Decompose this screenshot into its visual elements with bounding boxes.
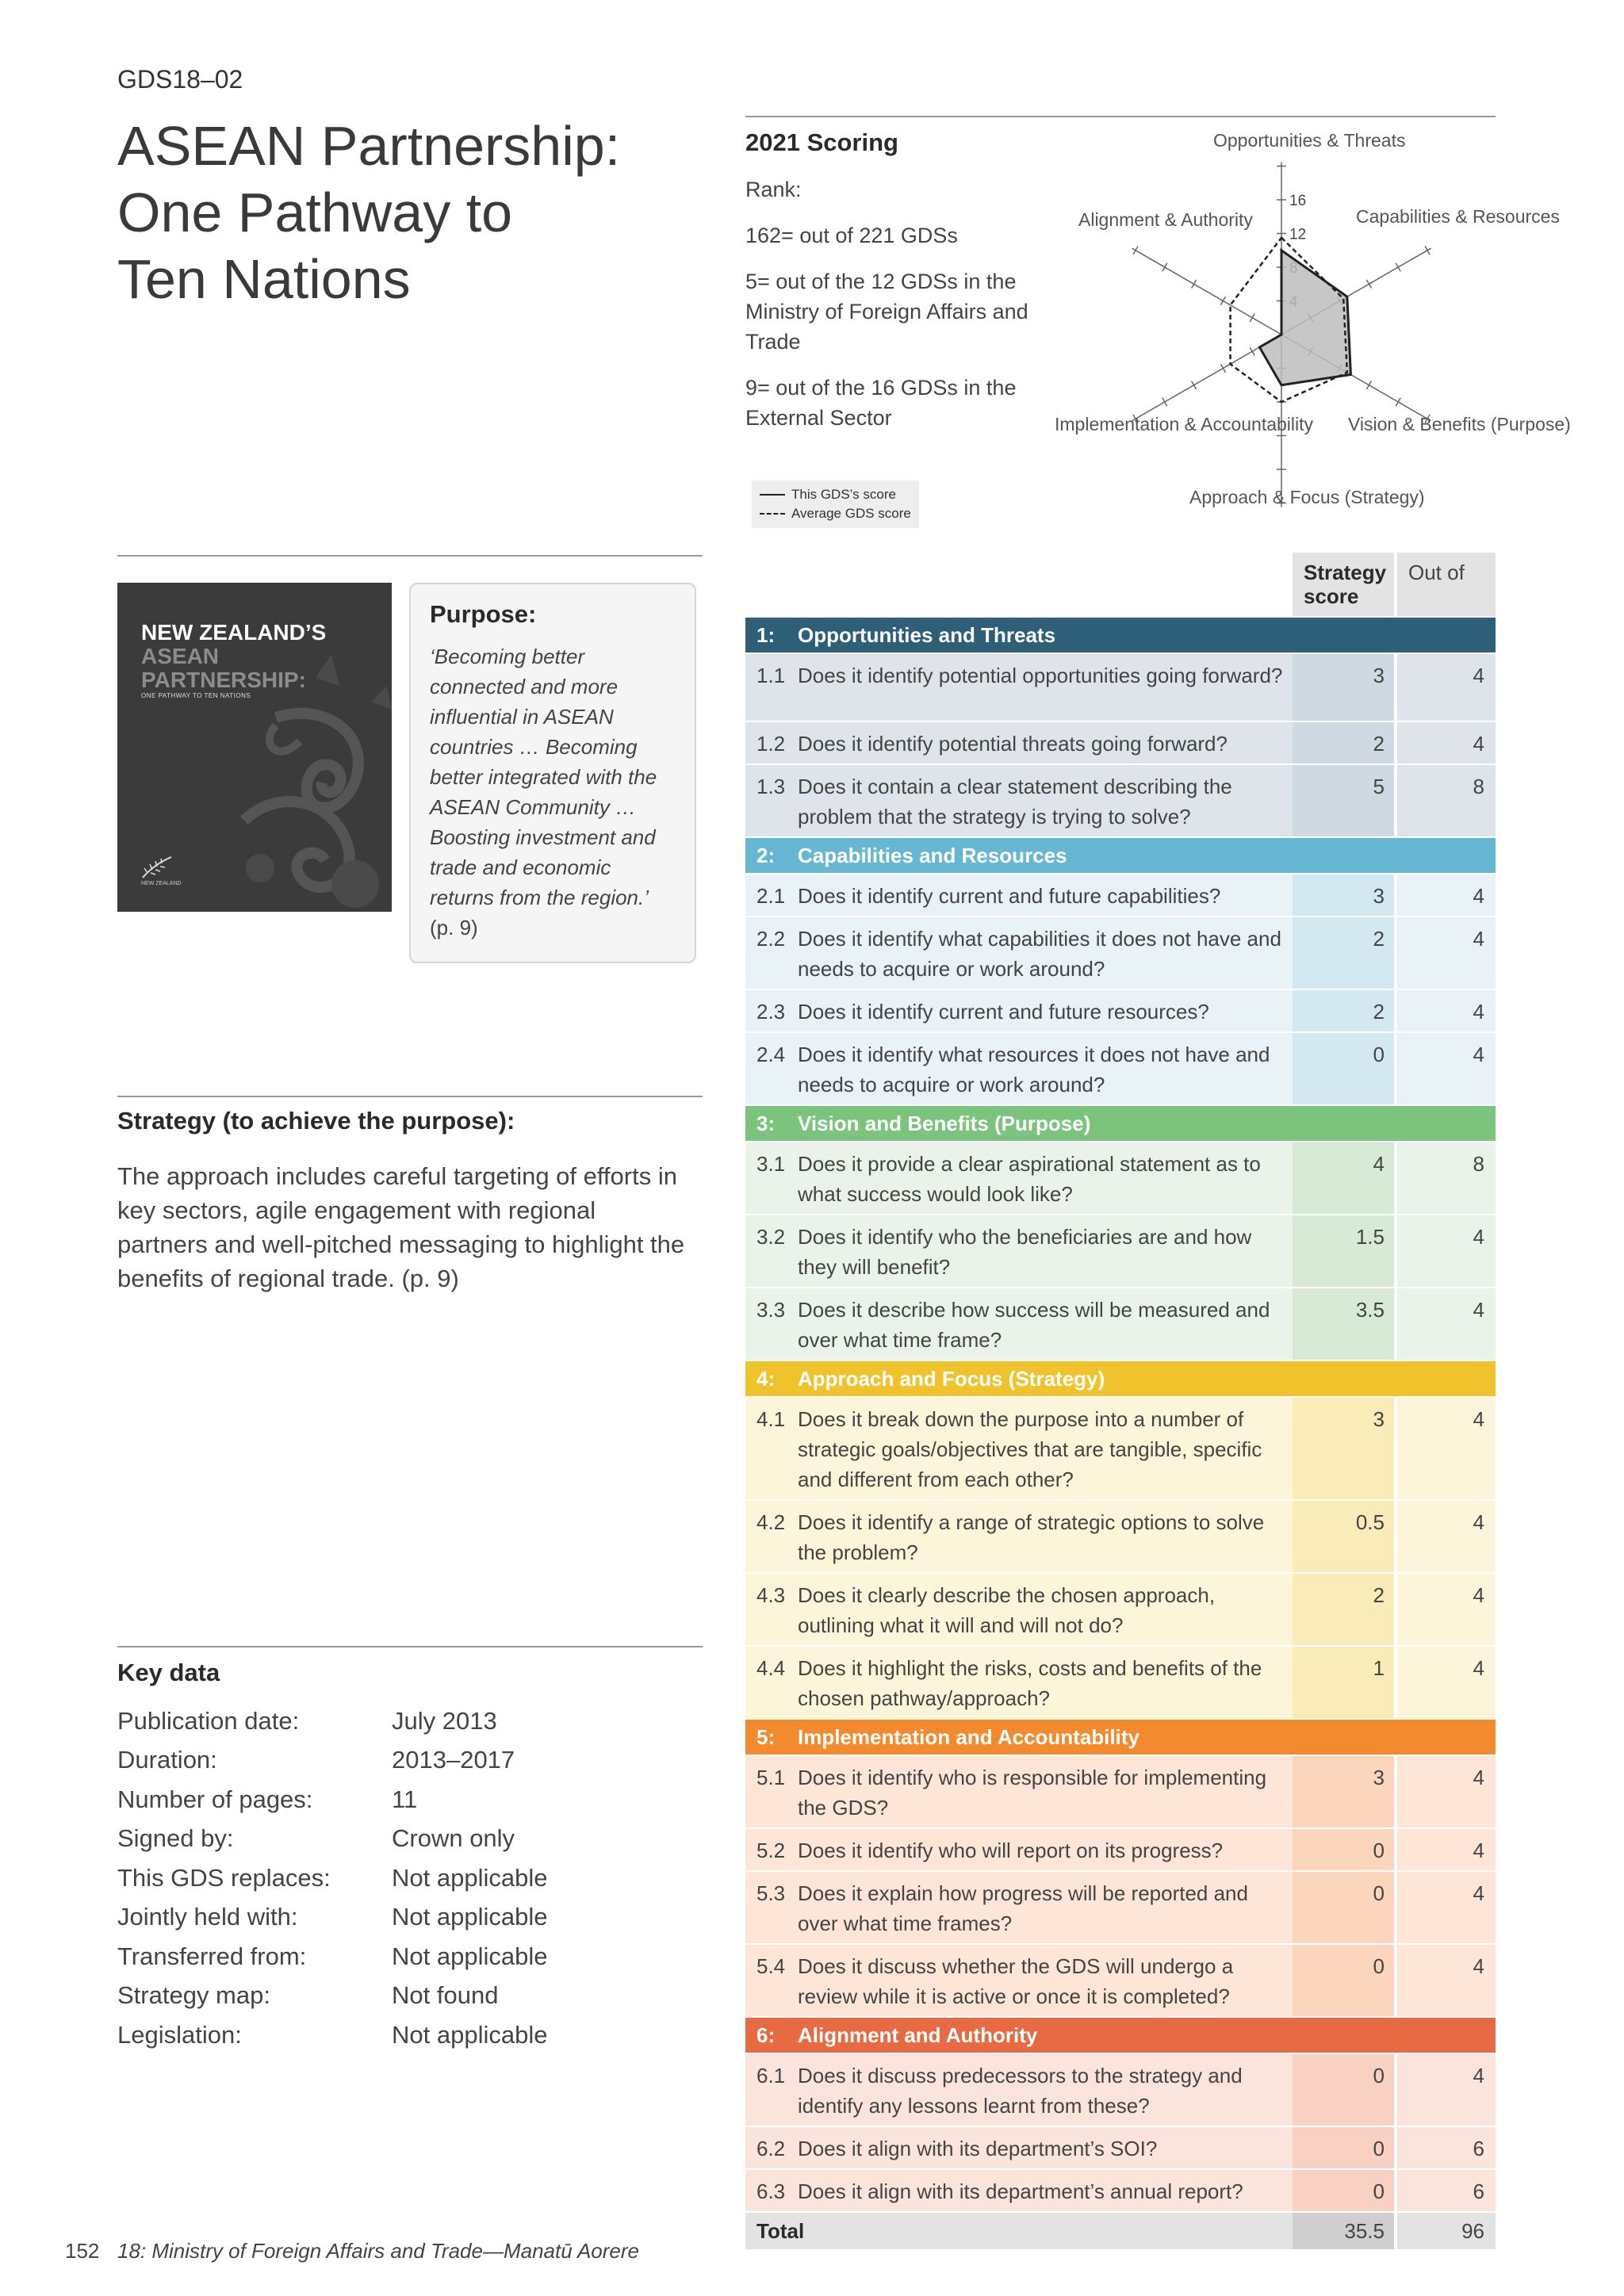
key-data-value: July 2013 — [392, 1706, 497, 1735]
out-of-value: 8 — [1397, 765, 1496, 836]
question-number: 5.2 — [745, 1829, 798, 1870]
out-of-value: 4 — [1397, 917, 1496, 989]
question-text: Does it discuss predecessors to the strategy and identify any lessons learnt from these? — [798, 2054, 1293, 2126]
question-text: Does it identify who is responsible for implementing the GDS? — [798, 1756, 1293, 1827]
question-number: 2.1 — [745, 874, 798, 916]
question-number: 4.2 — [745, 1501, 798, 1572]
question-text: Does it describe how success will be measured and over what time frame? — [798, 1288, 1293, 1360]
question-text: Does it identify who will report on its progress? — [798, 1829, 1293, 1870]
strategy-score: 0 — [1293, 1033, 1394, 1104]
out-of-value: 4 — [1397, 1945, 1496, 2016]
table-row — [745, 1142, 1496, 1214]
question-text: Does it explain how progress will be reported and over what time frames? — [798, 1872, 1293, 1943]
key-data-value: Not applicable — [392, 1863, 548, 1892]
strategy-score: 1.5 — [1293, 1215, 1394, 1287]
out-of-value: 8 — [1397, 1142, 1496, 1214]
question-text: Does it contain a clear statement describing the problem that the strategy is trying to solve? — [798, 765, 1293, 836]
section-number: 5: — [756, 1724, 776, 1749]
strategy-score: 2 — [1293, 990, 1394, 1031]
key-data-list — [117, 1701, 593, 2055]
question-number: 5.3 — [745, 1872, 798, 1943]
radar-tick — [1396, 263, 1400, 271]
total-out-of: 96 — [1397, 2213, 1496, 2249]
table-row — [745, 1829, 1496, 1870]
section-title: Alignment and Authority — [798, 2022, 1038, 2047]
divider — [117, 1096, 703, 1097]
scoring-table — [745, 553, 1496, 2249]
legend-average: Average GDS score — [791, 506, 911, 521]
question-number: 1.2 — [745, 722, 798, 763]
key-data-heading: Key data — [117, 1659, 220, 1686]
strategy-score: 0.5 — [1293, 1501, 1394, 1572]
fern-logo-icon — [141, 855, 173, 879]
table-body — [745, 618, 1496, 2211]
table-row — [745, 722, 1496, 763]
question-text: Does it align with its department’s annual report? — [798, 2170, 1293, 2211]
radar-axis-label: Alignment & Authority — [1078, 209, 1253, 230]
key-data-row — [117, 1976, 593, 2016]
strategy-score: 3 — [1293, 1756, 1394, 1827]
question-number: 6.1 — [745, 2054, 798, 2126]
strategy-score: 2 — [1293, 917, 1394, 989]
radar-tick — [1192, 280, 1197, 288]
question-text: Does it break down the purpose into a number of strategic goals/objectives that are tangible, specific and different from each other? — [798, 1398, 1293, 1499]
strategy-score: 0 — [1293, 1829, 1394, 1870]
table-row — [745, 2127, 1496, 2168]
section-header — [745, 618, 1496, 652]
scoring-heading: 2021 Scoring — [745, 128, 898, 156]
radar-tick — [1162, 263, 1167, 271]
out-of-value: 4 — [1397, 1215, 1496, 1287]
table-row — [745, 1398, 1496, 1499]
strategy-score: 4 — [1293, 1142, 1394, 1214]
radar-tick — [1425, 247, 1430, 254]
table-row — [745, 1288, 1496, 1360]
question-number: 3.1 — [745, 1142, 798, 1214]
rank-label: Rank: — [745, 178, 802, 201]
radar-tick — [1220, 297, 1225, 304]
question-text: Does it provide a clear aspirational statement as to what success would look like? — [798, 1142, 1293, 1214]
strategy-score: 0 — [1293, 1945, 1394, 2016]
legend-this: This GDS’s score — [791, 487, 896, 502]
question-text: Does it identify a range of strategic options to solve the problem? — [798, 1501, 1293, 1572]
radar-axis-label: Vision & Benefits (Purpose) — [1348, 414, 1571, 434]
table-row — [745, 1647, 1496, 1718]
key-data-row — [117, 1701, 593, 1741]
purpose-quote: ‘Becoming better connected and more influential in ASEAN countries … Becoming better integrated with the ASEAN Community … Boosting investment and trade and economic returns from the region.’ — [430, 645, 657, 909]
section-header — [745, 2018, 1496, 2053]
question-number: 3.2 — [745, 1215, 798, 1287]
out-of-value: 4 — [1397, 1647, 1496, 1718]
question-text: Does it identify current and future resources? — [798, 990, 1293, 1031]
document-code: GDS18–02 — [117, 65, 243, 94]
table-row — [745, 1945, 1496, 2016]
table-row — [745, 1033, 1496, 1104]
purpose-page-ref: (p. 9) — [430, 916, 478, 939]
radar-axis-label: Approach & Focus (Strategy) — [1189, 487, 1425, 507]
radar-tick — [1192, 381, 1197, 389]
section-title: Opportunities and Threats — [798, 622, 1056, 647]
table-row — [745, 917, 1496, 989]
radar-tick-label: 12 — [1289, 226, 1307, 243]
radar-axis-label: Implementation & Accountability — [1055, 414, 1314, 434]
out-of-value: 6 — [1397, 2170, 1496, 2211]
table-row — [745, 1574, 1496, 1645]
out-of-value: 4 — [1397, 1398, 1496, 1499]
question-text: Does it clearly describe the chosen approach, outlining what it will and will not do? — [798, 1574, 1293, 1645]
cover-title-asean: ASEAN — [141, 644, 220, 668]
section-number: 6: — [756, 2022, 776, 2047]
question-number: 1.3 — [745, 765, 798, 836]
question-number: 3.3 — [745, 1288, 798, 1360]
key-data-key: Strategy map: — [117, 1981, 270, 2010]
out-of-value: 4 — [1397, 1829, 1496, 1870]
rank-block — [745, 174, 1047, 449]
key-data-row — [117, 1820, 593, 1859]
question-text: Does it discuss whether the GDS will undergo a review while it is active or once it is completed? — [798, 1945, 1293, 2016]
key-data-row — [117, 1858, 593, 1898]
cover-title-line — [141, 645, 306, 692]
title-line: ASEAN Partnership: — [117, 115, 621, 177]
key-data-key: Signed by: — [117, 1824, 234, 1853]
out-of-value: 6 — [1397, 2127, 1496, 2168]
total-label: Total — [745, 2213, 1293, 2249]
radar-tick — [1220, 364, 1225, 372]
question-text: Does it identify potential opportunities going forward? — [798, 654, 1293, 721]
out-of-value: 4 — [1397, 654, 1496, 721]
section-title: Vision and Benefits (Purpose) — [798, 1111, 1091, 1135]
question-text: Does it identify what capabilities it does not have and needs to acquire or work around? — [798, 917, 1293, 989]
question-number: 5.4 — [745, 1945, 798, 2016]
column-header-out-of: Out of — [1397, 553, 1496, 616]
table-row — [745, 765, 1496, 836]
section-number: 3: — [756, 1111, 776, 1135]
purpose-heading: Purpose: — [430, 600, 537, 628]
solid-line-icon — [760, 494, 785, 496]
key-data-key: Jointly held with: — [117, 1903, 298, 1931]
key-data-key: This GDS replaces: — [117, 1863, 331, 1892]
question-number: 1.1 — [745, 654, 798, 721]
radar-axis-label: Capabilities & Resources — [1356, 206, 1560, 227]
cover-title-partnership: PARTNERSHIP: — [141, 668, 306, 692]
radar-tick — [1366, 381, 1371, 389]
out-of-value: 4 — [1397, 1756, 1496, 1827]
page-title — [117, 113, 720, 312]
section-title: Implementation and Accountability — [798, 1724, 1139, 1749]
cover-image — [117, 583, 392, 912]
question-text: Does it identify what resources it does not have and needs to acquire or work around? — [798, 1033, 1293, 1104]
out-of-value: 4 — [1397, 990, 1496, 1031]
strategy-score: 3 — [1293, 654, 1394, 721]
question-text: Does it identify potential threats going forward? — [798, 722, 1293, 763]
cover-subtitle: ONE PATHWAY TO TEN NATIONS — [141, 692, 251, 699]
key-data-row — [117, 1780, 593, 1820]
radar-axis-label: Opportunities & Threats — [1213, 130, 1406, 151]
radar-tick — [1133, 247, 1138, 254]
out-of-value: 4 — [1397, 722, 1496, 763]
page-footer — [65, 2239, 639, 2263]
divider — [117, 1646, 703, 1647]
divider — [117, 555, 703, 557]
key-data-row — [117, 1937, 593, 1976]
key-data-key: Publication date: — [117, 1706, 300, 1735]
section-header — [745, 838, 1496, 873]
strategy-score: 1 — [1293, 1647, 1394, 1718]
question-number: 4.4 — [745, 1647, 798, 1718]
radar-legend — [752, 480, 919, 528]
radar-axis — [1132, 248, 1281, 335]
strategy-score: 0 — [1293, 2170, 1394, 2211]
strategy-score: 5 — [1293, 765, 1394, 836]
question-number: 5.1 — [745, 1756, 798, 1827]
rank-department: 5= out of the 12 GDSs in the Ministry of Foreign Affairs and Trade — [745, 270, 1028, 354]
key-data-row — [117, 2015, 593, 2055]
total-score: 35.5 — [1293, 2213, 1394, 2249]
strategy-score: 3 — [1293, 1398, 1394, 1499]
section-header — [745, 1106, 1496, 1141]
question-text: Does it align with its department’s SOI? — [798, 2127, 1293, 2168]
series-this-gds — [1259, 251, 1350, 385]
strategy-body: The approach includes careful targeting of efforts in key sectors, agile engagement with regional partners and well-pitched messaging to highlight the benefits of regional trade. (p. 9) — [117, 1162, 685, 1292]
key-data-key: Legislation: — [117, 2020, 242, 2049]
strategy-score: 2 — [1293, 1574, 1394, 1645]
table-row — [745, 1215, 1496, 1287]
question-number: 6.3 — [745, 2170, 798, 2211]
footer-text: 18: Ministry of Foreign Affairs and Trade—Manatū Aorere — [117, 2239, 639, 2263]
key-data-key: Number of pages: — [117, 1785, 313, 1813]
strategy-heading: Strategy (to achieve the purpose): — [117, 1107, 515, 1135]
cover-title-line: NEW ZEALAND’S — [141, 620, 327, 645]
table-row — [745, 1872, 1496, 1943]
radar-tick-label: 16 — [1289, 193, 1307, 209]
section-number: 1: — [756, 622, 776, 647]
radar-tick — [1162, 398, 1167, 406]
section-number: 4: — [756, 1366, 776, 1391]
cover-badge: NEW ZEALAND — [141, 881, 182, 886]
out-of-value: 4 — [1397, 1872, 1496, 1943]
section-header — [745, 1720, 1496, 1755]
key-data-value: 11 — [392, 1785, 418, 1813]
radar-tick — [1396, 398, 1400, 406]
purpose-box — [409, 583, 696, 963]
radar-svg — [1055, 119, 1571, 539]
key-data-value: 2013–2017 — [392, 1746, 515, 1774]
question-text: Does it identify who the beneficiaries are and how they will benefit? — [798, 1215, 1293, 1287]
key-data-row — [117, 1898, 593, 1938]
key-data-value: Not applicable — [392, 2020, 548, 2049]
strategy-score: 3.5 — [1293, 1288, 1394, 1360]
column-header-score: Strategy score — [1293, 553, 1394, 616]
key-data-value: Not found — [392, 1981, 499, 2010]
key-data-value: Not applicable — [392, 1903, 548, 1931]
question-number: 2.2 — [745, 917, 798, 989]
strategy-score: 0 — [1293, 1872, 1394, 1943]
key-data-key: Duration: — [117, 1746, 217, 1774]
strategy-score: 3 — [1293, 874, 1394, 916]
question-text: Does it highlight the risks, costs and benefits of the chosen pathway/approach? — [798, 1647, 1293, 1718]
out-of-value: 4 — [1397, 1574, 1496, 1645]
out-of-value: 4 — [1397, 2054, 1496, 2126]
section-number: 2: — [756, 843, 776, 867]
table-row — [745, 1756, 1496, 1827]
page-number: 152 — [65, 2239, 100, 2263]
total-row — [745, 2213, 1496, 2249]
dashed-line-icon — [760, 513, 785, 515]
table-row — [745, 654, 1496, 721]
radar-tick — [1250, 314, 1254, 322]
question-number: 6.2 — [745, 2127, 798, 2168]
table-row — [745, 874, 1496, 916]
section-title: Capabilities and Resources — [798, 843, 1067, 867]
strategy-score: 2 — [1293, 722, 1394, 763]
out-of-value: 4 — [1397, 1288, 1496, 1360]
question-number: 4.1 — [745, 1398, 798, 1499]
question-number: 4.3 — [745, 1574, 798, 1645]
table-row — [745, 1501, 1496, 1572]
title-line: Ten Nations — [117, 248, 411, 310]
strategy-score: 0 — [1293, 2054, 1394, 2126]
table-row — [745, 2170, 1496, 2211]
rank-sector: 9= out of the 16 GDSs in the External Sector — [745, 376, 1017, 430]
radar-chart — [1055, 119, 1571, 539]
question-number: 2.4 — [745, 1033, 798, 1104]
section-header — [745, 1361, 1496, 1396]
strategy-score: 0 — [1293, 2127, 1394, 2168]
table-row — [745, 2054, 1496, 2126]
table-header — [745, 553, 1496, 616]
radar-tick — [1366, 280, 1371, 288]
key-data-value: Not applicable — [392, 1942, 548, 1970]
out-of-value: 4 — [1397, 874, 1496, 916]
title-line: One Pathway to — [117, 182, 513, 243]
key-data-key: Transferred from: — [117, 1942, 307, 1970]
out-of-value: 4 — [1397, 1501, 1496, 1572]
divider — [745, 116, 1496, 117]
question-number: 2.3 — [745, 990, 798, 1031]
key-data-row — [117, 1741, 593, 1781]
out-of-value: 4 — [1397, 1033, 1496, 1104]
key-data-value: Crown only — [392, 1824, 515, 1853]
radar-tick — [1250, 347, 1254, 355]
table-row — [745, 990, 1496, 1031]
question-text: Does it identify current and future capabilities? — [798, 874, 1293, 916]
rank-overall: 162= out of 221 GDSs — [745, 224, 958, 247]
section-title: Approach and Focus (Strategy) — [798, 1366, 1105, 1391]
